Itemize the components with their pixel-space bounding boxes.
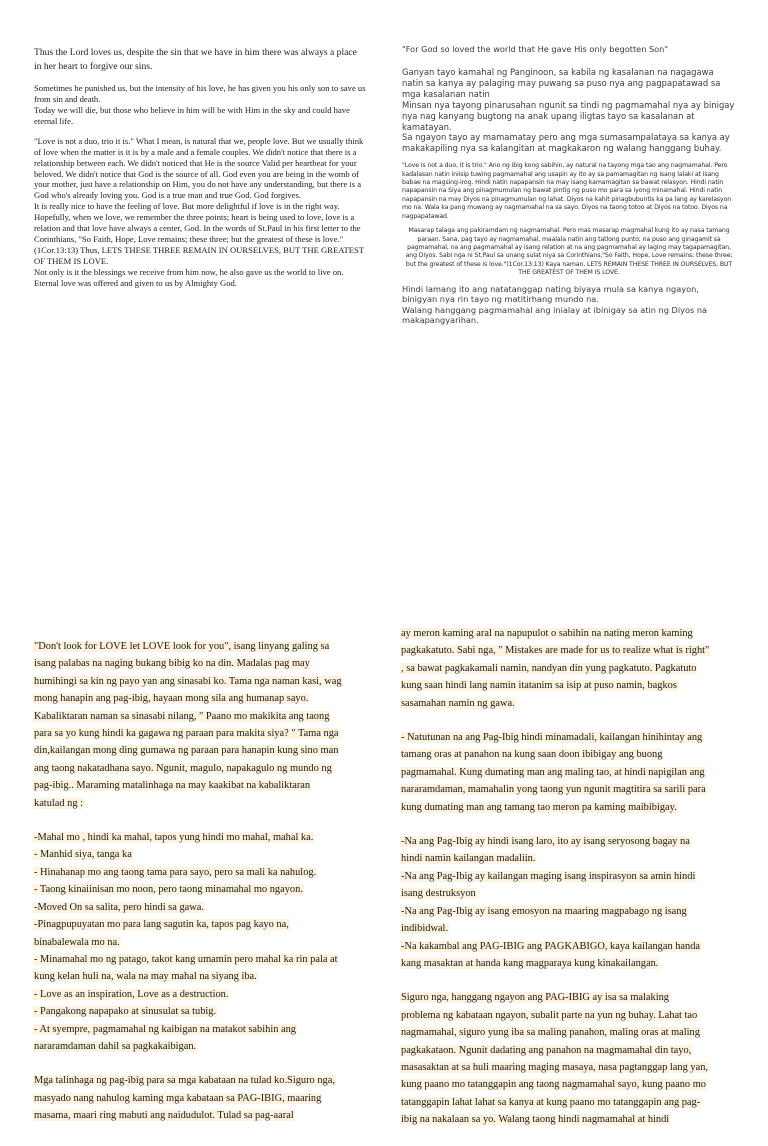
text-line: indibidwal. — [401, 923, 449, 935]
text-line: -Moved On sa salita, pero hindi sa gawa. — [34, 901, 204, 913]
text-line: - Taong kinaiinisan mo noon, pero taong minamahal mo ngayon. — [34, 884, 303, 896]
essay-paragraph-intro — [33, 638, 367, 812]
text-line: - Love as an inspiration, Love as a destruction. — [34, 988, 229, 1000]
text-line: masyado nang nahulog kaming mga kabataan sa PAG-IBIG, maaring — [34, 1092, 322, 1104]
text-line: katulad ng : — [34, 797, 84, 809]
filipino-paragraph-4: Hindi lamang ito ang natatanggap nating biyaya mula sa kanya ngayon, binigyan nya rin tayo ng matitirhang mundo na. Walang hanggang pagmamahal ang inialay at ibinigay sa atin ng Diyos na makapangyarihan. — [402, 283, 708, 326]
text-line: -Na ang Pag-Ibig ay hindi isang laro, ito ay isang seryosong bagay na — [401, 836, 690, 848]
english-paragraph-2: "Love is not a duo, trio it is." What I mean, is natural that we, people love. But we usually think of love when the matter is it is by a male and a female couples. We didn't notice that there is a relationship between each. We didn't noticed that He is the source Valid per heartbeat for your beloved. We didn't notice that God is the source of all. God even you are being in the womb of your mother, just have a relationship on Him, you do not have any understanding, but there is a God who's already loving you. God is a true man and true God. God forgives. It is really nice to have the feeling of love. But more delightful if love is in the right way. Hopefully, when we love, we remember the three points; heart is being used to love, love is a relation and that love have always a center, God. In the words of St.Paul in his first letter to the Corinthians, "So Faith, Hope, Love remains; these three; but the greatest of these is love."(1Cor.13:13) Thus, LETS THESE THREE REMAIN IN OURSELVES, BUT THE GREATEST OF THEM IS LOVE. Not only is it the blessings we receive from him now, he also gave us the world to live on. Eternal love was offered and given to us by Almighty God. — [34, 135, 364, 288]
text-line: Siguro nga, hanggang ngayon ang PAG-IBIG ay isa sa malaking — [401, 992, 669, 1004]
english-column — [34, 46, 366, 298]
text-line: nararamdaman dahil sa pagkakaibigan. — [34, 1040, 197, 1052]
text-line: problema ng kabataan ngayon, subalit parte na yun ng buhay. Lahat tao — [401, 1009, 698, 1021]
essay-column-right — [400, 625, 738, 1146]
text-line: pagkakatuto. Sabi nga, " Mistakes are made for us to realize what is right" — [401, 645, 710, 657]
essay-paragraph-closing — [33, 1072, 367, 1124]
text-line: binabalewala mo na. — [34, 936, 120, 948]
text-line: kung paano mo tatanggapin ang taong nagmamahal sayo, kung paano mo — [401, 1079, 707, 1091]
text-line: tamang oras at panahon na kung saan doon ibibigay ang buong — [401, 749, 663, 761]
text-line: kang masaktan at handa kang magparaya kung kinakailangan. — [401, 957, 659, 969]
filipino-paragraph-2: "Love is not a duo, it is trio." Ano ng ibig kong sabihin, ay natural na tayong mga tao ang nagmamahal. Pero kadalasan natin iniisip tuwing pagmamahal ang usapin ay ito ay sa pamamagitan ng isang lalaki at isang babae na magsing-irog. Hindi natin napapansin na may isang kamamagitan sa bawat relasyon. Hindi natin napapansin na Siya ang pinagmumulan ng bawat pintig ng puso mo para sa iyong minamahal. Hindi natin napapansin na may Diyos na pinagmumulan ng lahat. Diyos na kahit pinagbubuntis ka pa lang ay karelasyon mo na. Wala ka pang muwang ay nagmamahal na sa sayo. Diyos na taong totoo at Diyos na totoo. Diyos na nagpapatawad. — [402, 162, 732, 220]
text-line: - Natutunan na ang Pag-Ibig hindi minamadali, kailangan hinihintay ang — [401, 732, 703, 744]
text-line: pagmamahal. Kung dumating man ang maling tao, at hindi napigilan ang — [401, 766, 705, 778]
text-line: - Pangakong napapako at sinusulat sa tubig. — [34, 1006, 217, 1018]
text-line: - Minamahal mo ng patago, takot kang umamin pero mahal ka rin pala at — [34, 953, 338, 965]
text-line: Kabaliktaran naman sa sinasabi nilang, " Paano mo makikita ang taong — [34, 710, 330, 722]
filipino-paragraph-3: Masarap talaga ang pakiramdam ng nagmamahal. Pero mas masarap magmahal kung ito ay nasa tamang paraan. Sana, pag tayo ay nagmamahal, maalala natin ang tatlong punto; na puso ang ginagamit sa pagmamahal, na ang pagmamahal ay isang relation at na ang pagmamahal ay laging may tagapamagitan, ang Diyos. Sabi nga ni St.Paul sa unang sulat niya sa Corinthians,"So Faith, Hope, Love remains; these three; but the greatest of these is love."(1Cor.13:13) Kaya naman, LETS REMAIN THESE THREE IN OURSELVES, BUT THE GREATEST OF THEM IS LOVE. — [405, 227, 733, 277]
text-line: nagmamahal, siguro yung iba sa maling panahon, maling oras at maling — [401, 1027, 700, 1039]
text-line: - At syempre, pagmamahal ng kaibigan na matakot sabihin ang — [34, 1023, 297, 1035]
text-line: nararamdaman, mamahalin yong taong yun ngunit magtitira sa sarili para — [401, 784, 706, 796]
text-line: isang palabas na naging bukang bibig ko na din. Madalas pag may — [34, 658, 310, 670]
text-line: -Na ang Pag-Ibig ay isang emosyon na maaring magpabago ng isang — [401, 905, 687, 917]
essay-paragraph-lessons — [400, 625, 738, 712]
text-line: "Don't look for LOVE let LOVE look for you", isang linyang galing sa — [34, 641, 330, 652]
text-line: masama, maari ring mabuti ang naidudulot. Tulad sa pag-aaral — [34, 1110, 294, 1122]
essay-list-ironies — [33, 829, 367, 1055]
text-line: -Pinagpupuyatan mo para lang sagutin ka, tapos pag kayo na, — [34, 919, 289, 931]
text-line: kung kelan huli na, wala na may mahal na siyang iba. — [34, 971, 257, 983]
text-line: masasaktan at sa huli maaring maging masaya, nasa pagtanggap lang yan, — [401, 1061, 709, 1073]
text-line: kung saan hindi lang namin itatanim sa isip at puso namin, bagkos — [401, 680, 677, 692]
essay-paragraph-conclusion — [400, 989, 738, 1128]
text-line: pagkakataon. Ngunit dadating ang panahon na magmamahal din tayo, — [401, 1044, 692, 1056]
filipino-paragraph-1: Ganyan tayo kamahal ng Panginoon, sa kabila ng kasalanan na nagagawa natin sa kanya ay palaging may puwang sa puso nya ang pagpapatawad sa mga kasalanan natin Minsan nya tayong pinarusahan ngunit sa tindi ng pagmamahal nya ay binigay nya nag kanyang bugtong na anak upang iligtas tayo sa kasalanan at kamatayan. Sa ngayon tayo ay mamamatay pero ang mga sumasampalataya sa kanya ay makakapiling nya sa kalangitan at magkakaron ng walang hanggang buhay. — [402, 67, 735, 154]
text-line: isang destruksyon — [401, 888, 476, 900]
text-line: ay meron kaming aral na napupulot o sabihin na nating meron kaming — [401, 628, 693, 639]
text-line: - Hinahanap mo ang taong tama para sayo, pero sa mali ka nahulog. — [34, 866, 317, 878]
text-line: tatanggapin lahat lahat sa kanya at kung paano mo tatanggapin ang pag- — [401, 1096, 701, 1108]
bible-quote: "For God so loved the world that He gave His only begotten Son" — [402, 44, 669, 54]
text-line: hindi namin kailangan madaliin. — [401, 853, 536, 865]
text-line: -Mahal mo , hindi ka mahal, tapos yung hindi mo mahal, mahal ka. — [34, 832, 314, 844]
text-line: mong hanapin ang pag-ibig, hayaan mong sila ang humanap sayo. — [34, 693, 309, 705]
text-line: din,kailangan mong ding gumawa ng paraan para hanapin kung sino man — [34, 745, 339, 757]
intro-paragraph: Thus the Lord loves us, despite the sin that we have in him there was always a place in her heart to forgive our sins. — [34, 47, 357, 72]
essay-list-lessons — [400, 833, 738, 972]
text-line: , sa bawat pagkakamali namin, nandyan din yung pagkatuto. Pagkatuto — [401, 662, 697, 674]
text-line: ibig na nakalaan sa yo. Walang taong hindi nagmamahal at hindi — [401, 1114, 670, 1126]
text-line: kung dumating man ang tamang tao meron pa kaming maibibigay. — [401, 801, 677, 813]
essay-column-left — [33, 638, 367, 1142]
text-line: - Manhid siya, tanga ka — [34, 849, 132, 861]
text-line: sasamahan namin ng gawa. — [401, 697, 515, 709]
filipino-column — [402, 44, 736, 326]
text-line: -Na kakambal ang PAG-IBIG ang PAGKABIGO, kaya kailangan handa — [401, 940, 701, 952]
essay-paragraph-waiting — [400, 729, 738, 816]
text-line: para sa yo kung hindi ka gagawa ng paraan para makita siya? " Tama nga — [34, 728, 339, 740]
text-line: -Na ang Pag-Ibig ay kailangan maging isang inspirasyon sa amin hindi — [401, 870, 696, 882]
english-paragraph-1: Sometimes he punished us, but the intensity of his love, he has given you his only son to save us from sin and death. Today we will die, but those who believe in him will be with Him in the sky and could have eternal life. — [34, 83, 366, 126]
text-line: ang taong nakatadhana sayo. Ngunit, magulo, napakagulo ng mundo ng — [34, 762, 332, 774]
text-line: humihingi sa kin ng payo yan ang sinasabi ko. Tama nga naman kasi, wag — [34, 675, 342, 687]
text-line: Mga talinhaga ng pag-ibig para sa mga kabataan na tulad ko.Siguro nga, — [34, 1075, 335, 1087]
text-line: pag-ibig.. Maraming matalinhaga na may kaakibat na kabaliktaran — [34, 780, 311, 792]
